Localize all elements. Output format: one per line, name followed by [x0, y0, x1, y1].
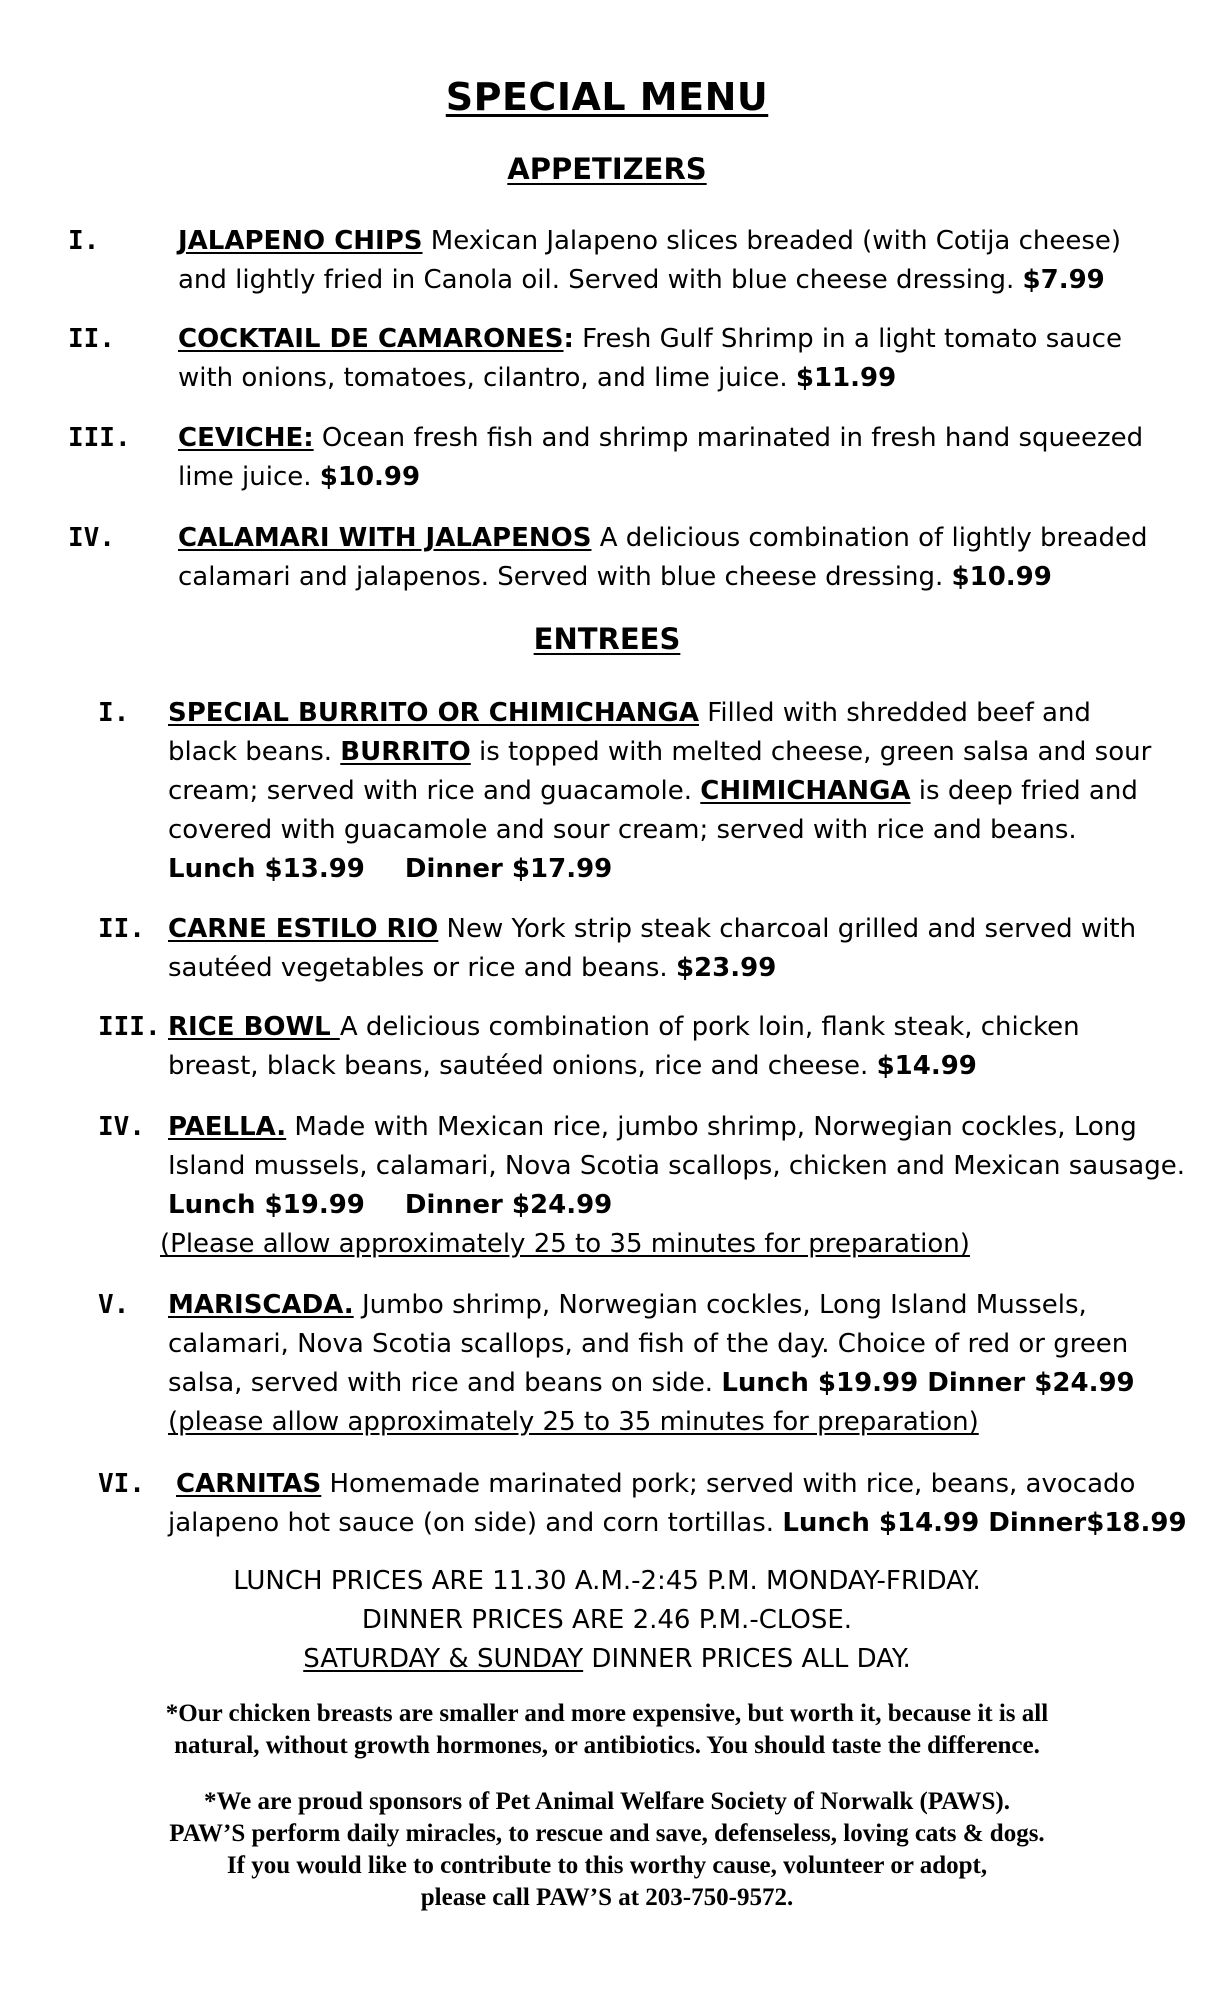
item-description: Island mussels, calamari, Nova Scotia scallops, chicken and Mexican sausage.	[168, 1151, 1185, 1181]
item-description: with onions, tomatoes, cilantro, and lime juice.	[178, 363, 796, 393]
item-price: $10.99	[951, 562, 1052, 592]
item-name: MARISCADA.	[168, 1290, 354, 1320]
item-description: Jumbo shrimp, Norwegian cockles, Long Island Mussels,	[353, 1290, 1087, 1320]
item-name: PAELLA.	[168, 1112, 287, 1142]
item-price: $14.99	[876, 1051, 977, 1081]
item-description: calamari, Nova Scotia scallops, and fish of the day. Choice of red or green	[168, 1329, 1129, 1359]
item-price: $10.99	[319, 462, 421, 492]
dinner-price: Dinner $17.99	[404, 854, 613, 884]
item-price: $23.99	[675, 953, 777, 983]
item-subname: BURRITO	[340, 737, 471, 767]
item-price: Lunch $14.99 Dinner$18.99	[782, 1508, 1187, 1538]
item-price: Lunch $19.99 Dinner $24.99	[721, 1368, 1135, 1398]
item-description: A delicious combination of pork loin, flank steak, chicken	[339, 1012, 1080, 1042]
item-name: CEVICHE:	[178, 423, 314, 453]
item-name: RICE BOWL	[168, 1012, 340, 1042]
chicken-footnote: *Our chicken breasts are smaller and more expensive, but worth it, because it is all	[165, 1700, 1049, 1727]
paws-footnote: If you would like to contribute to this worthy cause, volunteer or adopt,	[226, 1852, 988, 1879]
entree-item	[168, 910, 1198, 988]
paws-phone: please call PAW’S at 203-750-9572.	[420, 1884, 794, 1911]
item-description: salsa, served with rice and beans on side.	[168, 1368, 722, 1398]
entree-number: I.	[98, 698, 130, 728]
entree-item: SPECIAL BURRITO OR CHIMICHANGA Filled with shredded beef and black beans. BURRITO is topped with melted cheese, green salsa and sour cream; served with rice and guacamole. CHIMICHANGA is deep fried and covered with guacamole and sour cream; served with rice and beans. Lunch $13.99 Dinner $17.99	[168, 698, 1152, 884]
entree-number: V.	[98, 1290, 130, 1320]
dinner-price: Dinner $24.99	[404, 1190, 613, 1220]
entree-number: IV.	[98, 1112, 145, 1142]
entree-item	[168, 1465, 1208, 1543]
chicken-footnote: natural, without growth hormones, or antibiotics. You should taste the difference.	[174, 1732, 1040, 1759]
preparation-note: (Please allow approximately 25 to 35 minutes for preparation)	[160, 1229, 970, 1259]
item-description: Fresh Gulf Shrimp in a light tomato sauce	[573, 324, 1122, 354]
item-name: COCKTAIL DE CAMARONES	[178, 324, 564, 354]
lunch-price: Lunch $19.99	[168, 1190, 365, 1220]
item-description: lime juice.	[178, 462, 320, 492]
appetizer-number: II.	[68, 324, 115, 354]
item-description: New York strip steak charcoal grilled and served with	[438, 914, 1137, 944]
entrees-heading: ENTREES	[533, 622, 681, 656]
appetizer-number: IV.	[68, 523, 115, 553]
item-description: Filled with shredded beef and	[699, 698, 1091, 728]
appetizer-item: COCKTAIL DE CAMARONES: Fresh Gulf Shrimp in a light tomato sauce with onions, tomatoes, cilantro, and lime juice. $11.99	[178, 324, 1122, 393]
entree-number: III.	[98, 1012, 161, 1042]
appetizer-number: I.	[68, 226, 100, 256]
item-description: and lightly fried in Canola oil. Served with blue cheese dressing.	[178, 265, 1023, 295]
item-price: $7.99	[1022, 265, 1105, 295]
item-description: Made with Mexican rice, jumbo shrimp, Norwegian cockles, Long	[286, 1112, 1137, 1142]
appetizers-heading: APPETIZERS	[507, 152, 707, 186]
item-description: Mexican Jalapeno slices breaded (with Cotija cheese)	[422, 226, 1122, 256]
item-description: A delicious combination of lightly breaded	[591, 523, 1148, 553]
weekend-hours: SATURDAY & SUNDAY DINNER PRICES ALL DAY.	[303, 1644, 911, 1674]
entree-item	[168, 1008, 1198, 1086]
item-description: sautéed vegetables or rice and beans.	[168, 953, 676, 983]
entree-number: VI.	[98, 1469, 145, 1499]
appetizer-item	[178, 222, 1188, 300]
lunch-hours: LUNCH PRICES ARE 11.30 A.M.-2:45 P.M. MONDAY-FRIDAY.	[233, 1566, 981, 1596]
item-description: breast, black beans, sautéed onions, rice and cheese.	[168, 1051, 877, 1081]
preparation-note: (please allow approximately 25 to 35 minutes for preparation)	[168, 1407, 979, 1437]
dinner-hours: DINNER PRICES ARE 2.46 P.M.-CLOSE.	[361, 1605, 853, 1635]
item-description: Ocean fresh fish and shrimp marinated in fresh hand squeezed	[313, 423, 1144, 453]
item-name: JALAPENO CHIPS	[178, 226, 423, 256]
appetizer-number: III.	[68, 423, 131, 453]
lunch-price: Lunch $13.99	[168, 854, 365, 884]
item-name: SPECIAL BURRITO OR CHIMICHANGA	[168, 698, 699, 728]
item-description: calamari and jalapenos. Served with blue cheese dressing.	[178, 562, 952, 592]
item-name: CARNITAS	[176, 1469, 322, 1499]
entree-item	[168, 1108, 1208, 1225]
appetizer-item	[178, 519, 1198, 597]
entree-number: II.	[98, 914, 145, 944]
paws-footnote: PAW’S perform daily miracles, to rescue and save, defenseless, loving cats & dogs.	[169, 1820, 1045, 1847]
item-name: CARNE ESTILO RIO	[168, 914, 439, 944]
item-description: Homemade marinated pork; served with rice, beans, avocado	[321, 1469, 1136, 1499]
item-subname: CHIMICHANGA	[700, 776, 911, 806]
item-name: CALAMARI WITH JALAPENOS	[178, 523, 592, 553]
page-title: SPECIAL MENU	[445, 75, 769, 119]
appetizer-item	[178, 419, 1188, 497]
entree-item	[168, 1286, 1198, 1442]
item-description: jalapeno hot sauce (on side) and corn tortillas.	[168, 1508, 783, 1538]
paws-footnote: *We are proud sponsors of Pet Animal Welfare Society of Norwalk (PAWS).	[204, 1788, 1010, 1815]
item-price: $11.99	[795, 363, 897, 393]
